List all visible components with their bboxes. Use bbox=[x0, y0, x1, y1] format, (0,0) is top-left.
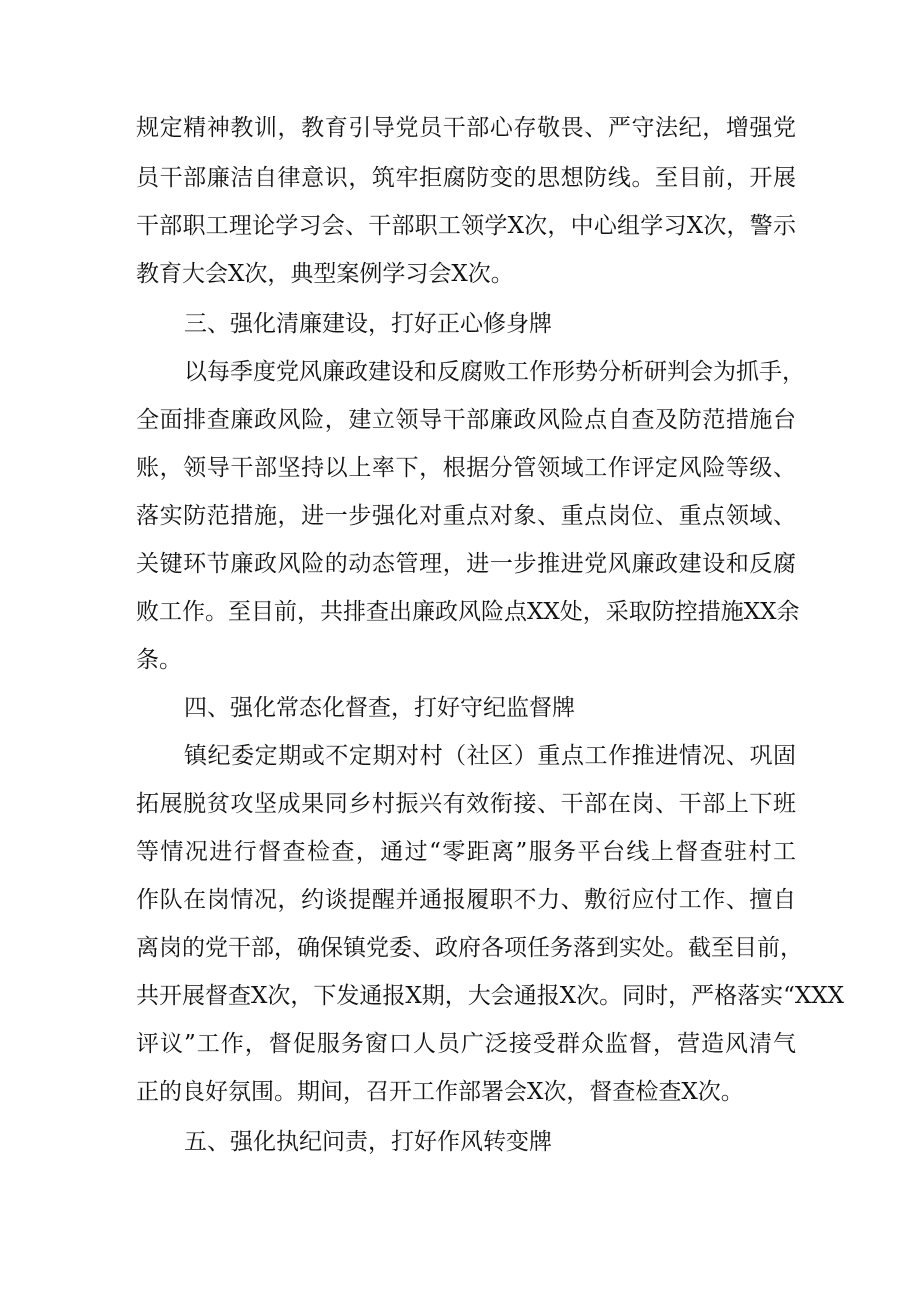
paragraph-line: 拓展脱贫攻坚成果同乡村振兴有效衔接、干部在岗、干部上下班 bbox=[136, 791, 796, 817]
paragraph-line: 干部职工理论学习会、干部职工领学X次，中心组学习X次，警示 bbox=[136, 213, 796, 239]
paragraph-line: 败工作。至目前，共排查出廉政风险点XX处，采取防控措施XX余 bbox=[136, 599, 800, 625]
paragraph-line: 条。 bbox=[136, 647, 182, 673]
paragraph-line: 落实防范措施，进一步强化对重点对象、重点岗位、重点领域、 bbox=[136, 503, 796, 529]
section-heading: 三、强化清廉建设，打好正心修身牌 bbox=[184, 311, 552, 337]
section-heading: 四、强化常态化督查，打好守纪监督牌 bbox=[184, 695, 575, 721]
paragraph-line: 离岗的党干部，确保镇党委、政府各项任务落到实处。截至目前， bbox=[136, 935, 803, 961]
paragraph-line: 镇纪委定期或不定期对村（社区）重点工作推进情况、巩固 bbox=[184, 743, 796, 769]
paragraph-line: 共开展督查X次，下发通报X期，大会通报X次。同时，严格落实“XXX bbox=[136, 983, 845, 1009]
paragraph-line: 教育大会X次，典型案例学习会X次。 bbox=[136, 261, 514, 287]
paragraph-line: 全面排查廉政风险，建立领导干部廉政风险点自查及防范措施台 bbox=[136, 407, 796, 433]
paragraph-line: 正的良好氛围。期间，召开工作部署会X次，督查检查X次。 bbox=[136, 1079, 744, 1105]
paragraph-line: 关键环节廉政风险的动态管理，进一步推进党风廉政建设和反腐 bbox=[136, 551, 796, 577]
paragraph-line: 评议”工作，督促服务窗口人员广泛接受群众监督，营造风清气 bbox=[136, 1031, 796, 1057]
paragraph-line: 以每季度党风廉政建设和反腐败工作形势分析研判会为抓手， bbox=[184, 359, 805, 385]
paragraph-line: 等情况进行督查检查，通过“零距离”服务平台线上督查驻村工 bbox=[136, 839, 796, 865]
paragraph-line: 规定精神教训，教育引导党员干部心存敬畏、严守法纪，增强党 bbox=[136, 115, 796, 141]
paragraph-line: 员干部廉洁自律意识，筑牢拒腐防变的思想防线。至目前，开展 bbox=[136, 165, 796, 191]
section-heading: 五、强化执纪问责，打好作风转变牌 bbox=[184, 1129, 552, 1155]
paragraph-line: 账，领导干部坚持以上率下，根据分管领域工作评定风险等级、 bbox=[136, 455, 796, 481]
paragraph-line: 作队在岗情况，约谈提醒并通报履职不力、敷衍应付工作、擅自 bbox=[136, 887, 796, 913]
